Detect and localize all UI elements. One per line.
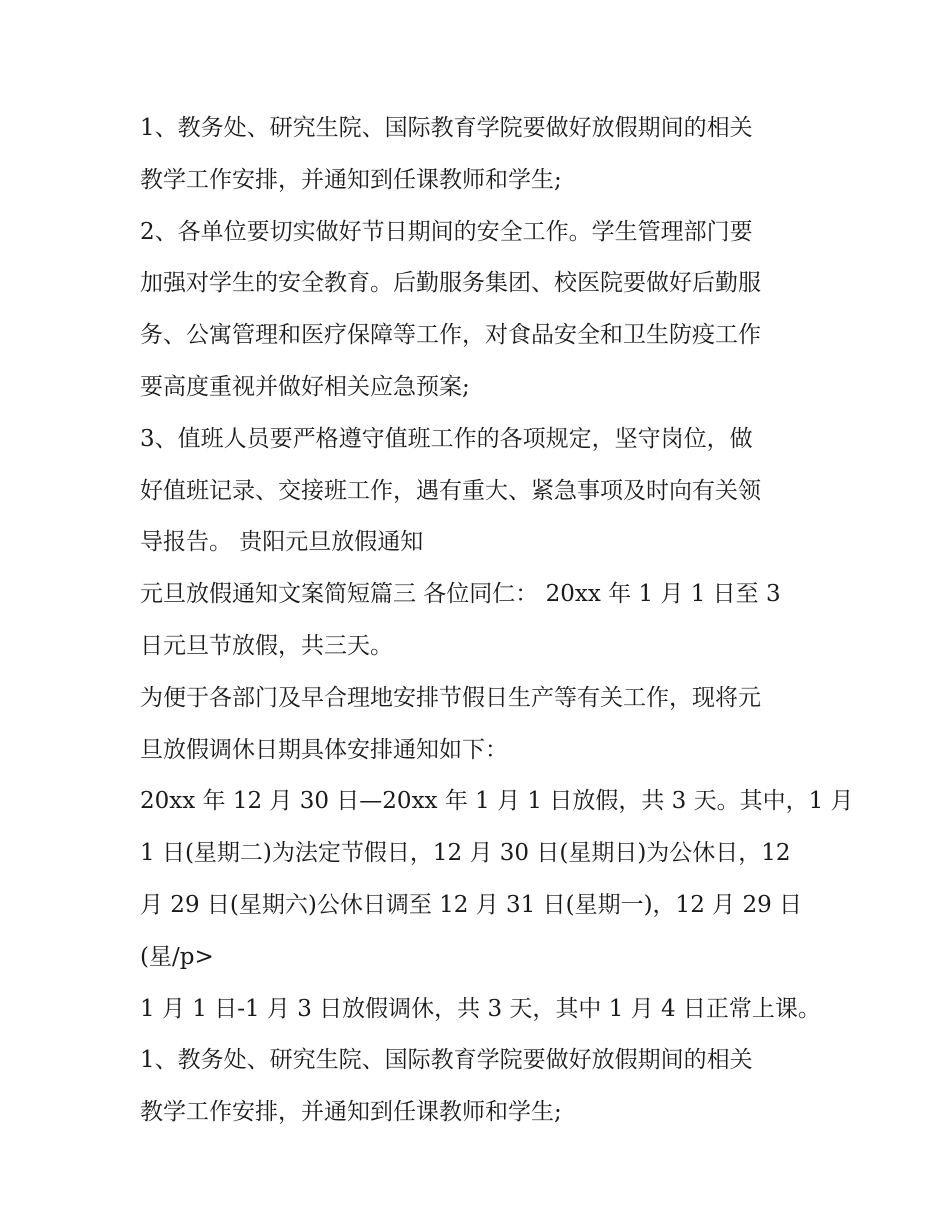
text-line: 务、公寓管理和医疗保障等工作，对食品安全和卫生防疫工作 — [140, 322, 761, 349]
text-line: 3、值班人员要严格遵守值班工作的各项规定，坚守岗位，做 — [140, 425, 753, 452]
paragraph-duty-teaching-2 — [140, 1035, 820, 1139]
text-line: 导报告。 贵阳元旦放假通知 — [140, 529, 424, 556]
text-line: 加强对学生的安全教育。后勤服务集团、校医院要做好后勤服 — [140, 270, 761, 297]
text-line: (星/p> — [140, 943, 214, 970]
paragraph-duty-teaching-1 — [140, 103, 820, 207]
paragraph-duty-safety — [140, 207, 820, 414]
text-line: 教学工作安排，并通知到任课教师和学生; — [140, 166, 562, 193]
paragraph-notice-purpose — [140, 673, 820, 777]
document-body — [140, 103, 854, 1139]
text-line: 1 日(星期二)为法定节假日，12 月 30 日(星期日)为公休日，12 — [140, 840, 791, 867]
text-line: 1、教务处、研究生院、国际教育学院要做好放假期间的相关 — [140, 115, 753, 141]
text-line: 月 29 日(星期六)公休日调至 12 月 31 日(星期一)，12 月 29 日 — [140, 891, 803, 918]
text-line: 为便于各部门及早合理地安排节假日生产等有关工作，现将元 — [140, 684, 761, 711]
text-line: 要高度重视并做好相关应急预案; — [140, 373, 470, 400]
text-line: 20xx 年 12 月 30 日—20xx 年 1 月 1 日放假，共 3 天。其中，1 月 — [140, 788, 854, 815]
paragraph-holiday-schedule — [140, 776, 854, 983]
text-line: 2、各单位要切实做好节日期间的安全工作。学生管理部门要 — [140, 218, 753, 245]
text-line: 教学工作安排，并通知到任课教师和学生; — [140, 1099, 562, 1126]
paragraph-holiday-adjustment — [140, 984, 820, 1036]
paragraph-duty-on-call — [140, 414, 820, 569]
text-line: 旦放假调休日期具体安排通知如下： — [140, 736, 508, 763]
text-line: 元旦放假通知文案简短篇三 各位同仁： 20xx 年 1 月 1 日至 3 — [140, 581, 781, 608]
paragraph-notice-intro — [140, 569, 820, 673]
text-line: 日元旦节放假，共三天。 — [140, 632, 393, 659]
text-line: 1 月 1 日-1 月 3 日放假调休，共 3 天，其中 1 月 4 日正常上课。 — [140, 995, 821, 1022]
text-line: 好值班记录、交接班工作，遇有重大、紧急事项及时向有关领 — [140, 477, 761, 504]
text-line: 1、教务处、研究生院、国际教育学院要做好放假期间的相关 — [140, 1047, 753, 1074]
